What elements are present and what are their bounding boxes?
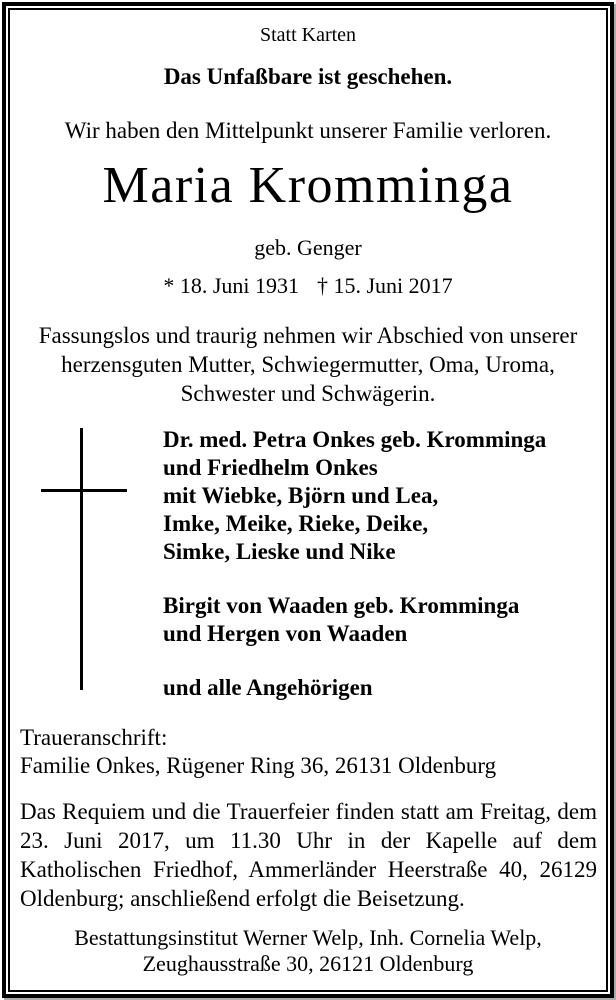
mourner-line: Birgit von Waaden geb. Kromminga (163, 593, 520, 618)
pre-line-text: Statt Karten (259, 24, 357, 46)
condolence-line: herzensguten Mutter, Schwiegermutter, Oma, Uroma, (61, 352, 555, 377)
funeral-home-info (19, 925, 597, 977)
address-value: Familie Onkes, Rügener Ring 36, 26131 Oldenburg (20, 753, 497, 778)
mourner-line: Imke, Meike, Rieke, Deike, (163, 511, 429, 536)
mourner-line: mit Wiebke, Björn und Lea, (163, 483, 439, 508)
intro-text: Wir haben den Mittelpunkt unserer Familie verloren. (64, 118, 552, 143)
death-date: † 15. Juni 2017 (317, 273, 453, 298)
headline-text: Das Unfaßbare ist geschehen. (163, 64, 453, 89)
funeral-home-line: Bestattungsinstitut Werner Welp, Inh. Cornelia Welp, (74, 925, 542, 950)
mourner-line: Simke, Lieske und Nike (163, 539, 396, 564)
funeral-home-line: Zeughausstraße 30, 26121 Oldenburg (142, 951, 474, 976)
address-label: Traueranschrift: (20, 725, 168, 750)
spacer (163, 566, 597, 592)
mourning-address (19, 724, 597, 780)
mourners-section (19, 426, 597, 702)
mourners-list (163, 426, 597, 702)
cross-horizontal-bar (41, 489, 127, 492)
cross-vertical-bar (80, 428, 83, 690)
life-dates (19, 273, 597, 299)
birth-name: geb. Genger (254, 235, 362, 260)
condolence-line: Schwester und Schwägerin. (180, 381, 436, 406)
mourners-closing-line: und alle Angehörigen (163, 675, 373, 700)
inner-border (8, 8, 608, 992)
ceremony-paragraph: Das Requiem und die Trauerfeier finden statt am Freitag, dem 23. Juni 2017, um 11.30 Uhr in der Kapelle auf dem Katholischen Friedhof, Ammerländer Heerstraße 40, 26129 Oldenburg; anschließend erfolgt die Beisetzung. (20, 799, 597, 911)
mourner-line: Dr. med. Petra Onkes geb. Kromminga (163, 427, 547, 452)
outer-border (2, 2, 614, 998)
deceased-name: Maria Kromminga (102, 157, 514, 214)
condolence-paragraph (19, 321, 597, 408)
mourner-line: und Hergen von Waaden (163, 621, 408, 646)
condolence-line: Fassungslos und traurig nehmen wir Abschied von unserer (38, 323, 578, 348)
spacer (163, 648, 597, 674)
birth-date: * 18. Juni 1931 (163, 273, 299, 298)
mourner-line: und Friedhelm Onkes (163, 455, 378, 480)
